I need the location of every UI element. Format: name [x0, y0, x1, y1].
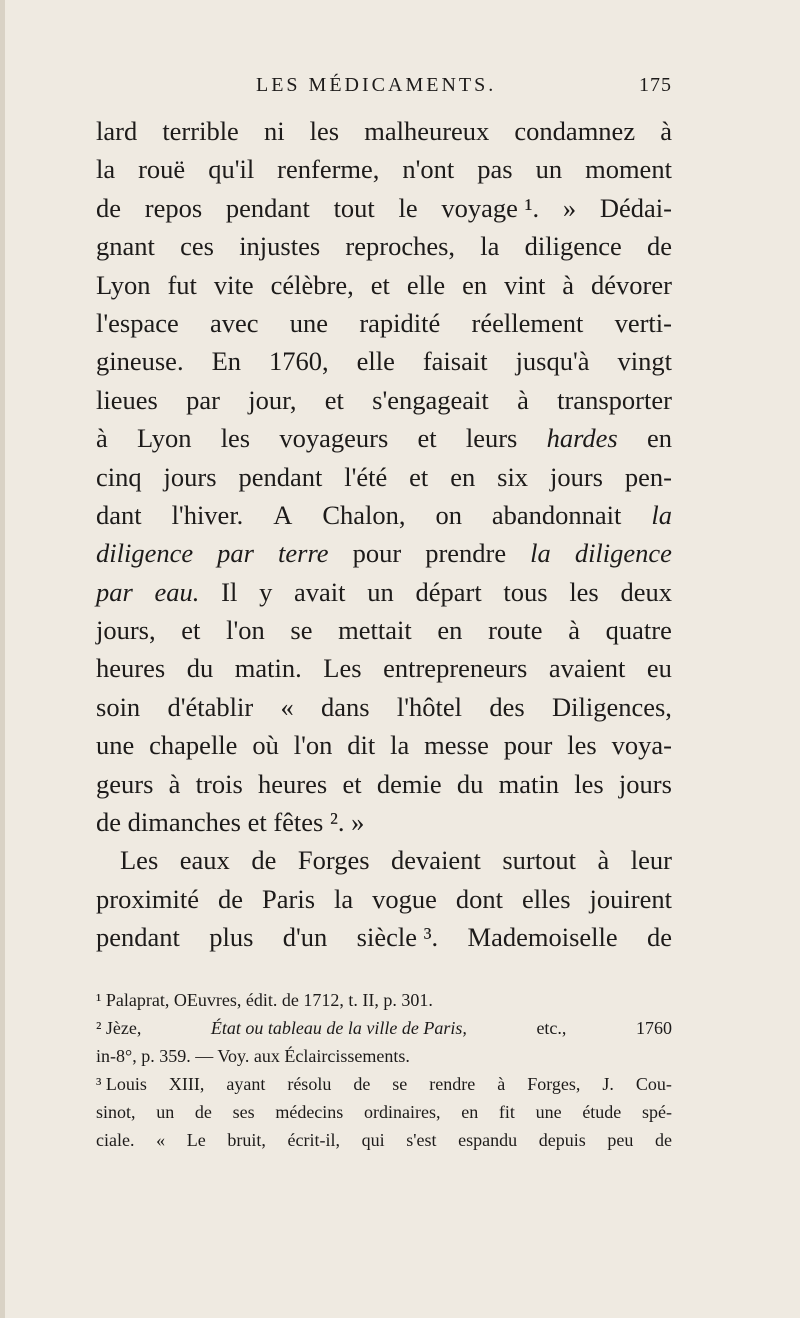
body-word: avec [210, 307, 259, 338]
body-line [96, 112, 672, 150]
body-word: y [259, 576, 273, 607]
body-line [96, 304, 672, 342]
body-word: eaux [179, 845, 230, 876]
footnote-word: peu [607, 1130, 634, 1150]
footnote-line [96, 1070, 672, 1098]
body-line [96, 381, 672, 419]
body-word: et [417, 423, 437, 454]
footnote-word: 1760 [635, 1018, 672, 1038]
footnote-word: qui [361, 1130, 385, 1150]
body-word: route [488, 615, 543, 646]
body-word: l'hôtel [396, 691, 463, 722]
body-word: célèbre, [270, 269, 354, 300]
footnote-word: se [392, 1074, 408, 1094]
body-word: un [367, 576, 394, 607]
body-word: en [437, 615, 463, 646]
body-word: Mademoiselle [467, 922, 618, 953]
body-word: jours [163, 461, 217, 492]
footnote-line [96, 1042, 672, 1070]
footnote-word: fit [498, 1102, 515, 1122]
body-word: verti- [614, 307, 672, 338]
body-word: à [660, 116, 672, 146]
footnote-word: médecins [275, 1102, 344, 1122]
body-word: jours [549, 461, 603, 492]
footnote-word: ordinaires, [364, 1102, 441, 1122]
body-word: un [535, 154, 563, 185]
body-word: Forges [297, 845, 370, 876]
body-word: lard [96, 116, 138, 146]
body-word: et [181, 615, 201, 646]
body-word: et [342, 768, 362, 799]
body-word: les [569, 576, 599, 607]
body-word: d'un [282, 922, 328, 953]
body-word: s'engageait [372, 384, 489, 415]
body-word: l'hiver. [171, 499, 244, 530]
body-word: trois [195, 768, 243, 799]
footnote-word: depuis [538, 1130, 586, 1150]
body-line [96, 688, 672, 726]
body-word: avaient [548, 653, 626, 684]
body-word: la [530, 538, 551, 569]
body-word: A [273, 499, 293, 530]
body-word: n'ont [402, 154, 455, 185]
body-word: jour, [248, 384, 297, 415]
body-word: elle [406, 269, 446, 300]
body-word: réellement [471, 307, 584, 338]
footnote-word: ciale. [96, 1130, 135, 1150]
body-word: vingt [617, 346, 672, 377]
body-line [96, 649, 672, 687]
body-word: transporter [557, 384, 672, 415]
footnote-word: résolu [287, 1074, 332, 1094]
body-word: dit [347, 730, 376, 761]
body-word: de [218, 883, 244, 914]
body-word: siècle ³. [356, 922, 439, 953]
footnote-word: à [497, 1074, 506, 1094]
body-word: ni [263, 116, 285, 146]
body-line [96, 342, 672, 380]
body-word: on [435, 499, 462, 530]
footnote-word: écrit-il, [287, 1130, 340, 1150]
body-word: « [280, 691, 294, 722]
body-word: abandonnait [491, 499, 622, 530]
body-word: diligence [524, 231, 622, 262]
footnote-word: ¹ Palaprat, OEuvres, édit. de 1712, t. II, p. 301. [96, 990, 433, 1010]
footnote-word: ayant [226, 1074, 266, 1094]
body-word: diligence [574, 538, 672, 569]
body-word: les [574, 768, 604, 799]
body-word: de [646, 922, 672, 953]
body-word: par [217, 538, 254, 569]
body-word: reproches, [345, 231, 456, 262]
body-word: par [96, 576, 133, 607]
body-word: pour [352, 538, 402, 569]
body-word: renferme, [277, 154, 380, 185]
body-word: de [251, 845, 277, 876]
body-word: Il [221, 576, 238, 607]
body-line [96, 880, 672, 918]
body-word: condamnez [514, 116, 636, 146]
body-word: six [497, 461, 529, 492]
footnote-word: sinot, [96, 1102, 136, 1122]
body-word: Chalon, [322, 499, 406, 530]
body-word: en [646, 423, 672, 454]
body-line [96, 573, 672, 611]
body-word: du [456, 768, 484, 799]
body-word: rapidité [359, 307, 441, 338]
body-word: plus [209, 922, 254, 953]
page-number: 175 [639, 74, 672, 96]
footnote-word: de [194, 1102, 212, 1122]
body-word: jouirent [589, 883, 672, 914]
body-word: diligence [96, 538, 194, 569]
body-word: vint [504, 269, 546, 300]
body-line [96, 419, 672, 457]
body-line [96, 189, 672, 227]
body-word: elles [521, 883, 571, 914]
body-word: de dimanches et fêtes ². » [96, 807, 365, 838]
body-word: par [186, 384, 220, 415]
body-word: jours [618, 768, 672, 799]
body-word: fut [167, 269, 197, 300]
body-word: pour [503, 730, 553, 761]
footnote-word: ³ Louis [96, 1074, 147, 1094]
body-word: jours, [96, 615, 156, 646]
body-line [96, 765, 672, 803]
body-word: geurs [96, 768, 154, 799]
footnote-word: Le [186, 1130, 206, 1150]
body-word: le [398, 192, 418, 223]
body-line [96, 803, 672, 841]
body-word: voyageurs [279, 423, 389, 454]
body-line [96, 918, 672, 956]
body-word: eu [646, 653, 672, 684]
footnote-word: étude [582, 1102, 622, 1122]
footnote-word: XIII, [168, 1074, 205, 1094]
body-word: ces [180, 231, 214, 262]
footnote-word: bruit, [227, 1130, 266, 1150]
body-word: à [517, 384, 529, 415]
body-word: soin [96, 691, 141, 722]
body-word: devaient [391, 845, 481, 876]
body-word: la [334, 883, 354, 914]
body-word: se [290, 615, 313, 646]
body-word: une [96, 730, 135, 761]
body-word: gineuse. [96, 346, 184, 377]
footnote-line [96, 986, 672, 1014]
body-word: proximité [96, 883, 200, 914]
body-word: rouë [138, 154, 186, 185]
body-line [96, 227, 672, 265]
body-word: les [309, 116, 340, 146]
body-word: à [562, 269, 575, 300]
body-word: Paris [262, 883, 316, 914]
body-word: leurs [465, 423, 518, 454]
body-line [96, 150, 672, 188]
body-word: voyage ¹. [441, 192, 540, 223]
body-word: la [390, 730, 410, 761]
footnote-line [96, 1098, 672, 1126]
body-word: injustes [239, 231, 321, 262]
footnote-word: ² Jèze, [96, 1018, 142, 1038]
body-word: dans [321, 691, 370, 722]
body-word: chapelle [149, 730, 238, 761]
body-word: pas [477, 154, 513, 185]
body-word: et [409, 461, 429, 492]
body-word: cinq [96, 461, 142, 492]
body-word: pendant [225, 192, 310, 223]
body-word: d'établir [167, 691, 254, 722]
footnote-word: Cou- [635, 1074, 672, 1094]
footnote-word: Forges, [527, 1074, 581, 1094]
body-word: deux [620, 576, 672, 607]
body-word: entrepreneurs [383, 653, 528, 684]
body-word: » [562, 192, 577, 223]
body-word: à [168, 768, 181, 799]
page-edge [0, 0, 5, 1318]
footnote-line [96, 1014, 672, 1042]
body-word: 1760, [268, 346, 329, 377]
body-word: et [370, 269, 390, 300]
body-word: pen- [624, 461, 672, 492]
body-word: une [289, 307, 329, 338]
body-word: Lyon [96, 269, 151, 300]
body-word: prendre [425, 538, 507, 569]
footnote-word: in-8°, p. 359. — Voy. aux Éclaircissements. [96, 1046, 410, 1066]
body-word: quatre [605, 615, 672, 646]
body-word: la [480, 231, 500, 262]
footnote-word: etc., [536, 1018, 567, 1038]
body-word: leur [630, 845, 672, 876]
body-word: faisait [422, 346, 488, 377]
body-word: voya- [611, 730, 672, 761]
body-word: à [568, 615, 580, 646]
body-word: vogue [372, 883, 437, 914]
body-line [96, 611, 672, 649]
footnote-word: une [535, 1102, 562, 1122]
body-word: tous [503, 576, 548, 607]
body-word: mettait [338, 615, 412, 646]
footnote-word: en [461, 1102, 479, 1122]
body-word: où [252, 730, 279, 761]
body-word: à [597, 845, 610, 876]
body-line [96, 458, 672, 496]
body-word: terrible [162, 116, 239, 146]
body-line [96, 841, 672, 879]
body-word: dévorer [591, 269, 672, 300]
running-title: LES MÉDICAMENTS. [256, 74, 497, 96]
body-word: à [96, 423, 108, 454]
footnote-word: spé- [642, 1102, 672, 1122]
body-word: les [220, 423, 251, 454]
body-text [96, 112, 672, 957]
body-word: de [646, 231, 672, 262]
body-word: Dédai- [599, 192, 672, 223]
body-word: la [96, 154, 116, 185]
body-word: des [489, 691, 525, 722]
body-word: jusqu'à [515, 346, 590, 377]
footnote-word: un [156, 1102, 175, 1122]
body-word: qu'il [208, 154, 255, 185]
footnotes [96, 986, 672, 1154]
body-word: Les [120, 845, 159, 876]
body-word: En [211, 346, 241, 377]
body-word: heures [96, 653, 166, 684]
body-word: vite [213, 269, 254, 300]
running-header [96, 74, 672, 104]
body-word: hardes [546, 423, 618, 454]
footnote-word: de [353, 1074, 371, 1094]
body-word: dont [455, 883, 503, 914]
body-word: la [651, 499, 672, 530]
body-word: malheureux [364, 116, 490, 146]
body-word: repos [144, 192, 203, 223]
body-word: les [567, 730, 597, 761]
footnote-word: État ou tableau de la ville de Paris, [210, 1018, 467, 1038]
body-word: tout [333, 192, 375, 223]
body-word: lieues [96, 384, 158, 415]
body-word: demie [376, 768, 442, 799]
body-word: moment [585, 154, 672, 185]
body-word: messe [424, 730, 489, 761]
body-line [96, 266, 672, 304]
body-word: l'on [226, 615, 265, 646]
body-word: en [462, 269, 488, 300]
body-word: Les [323, 653, 362, 684]
body-word: pendant [238, 461, 323, 492]
body-word: eau. [154, 576, 200, 607]
body-line [96, 496, 672, 534]
body-word: dant [96, 499, 142, 530]
body-word: l'espace [96, 307, 179, 338]
footnote-word: s'est [406, 1130, 437, 1150]
body-word: surtout [502, 845, 576, 876]
body-word: pendant [96, 922, 180, 953]
footnote-word: J. [602, 1074, 614, 1094]
footnote-word: espandu [458, 1130, 518, 1150]
body-word: Diligences, [551, 691, 672, 722]
footnote-word: de [654, 1130, 672, 1150]
body-word: en [450, 461, 476, 492]
body-line [96, 726, 672, 764]
footnote-word: rendre [429, 1074, 476, 1094]
body-word: avait [294, 576, 346, 607]
footnote-line [96, 1126, 672, 1154]
body-word: heures [258, 768, 328, 799]
footnote-word: ses [232, 1102, 255, 1122]
body-word: départ [415, 576, 482, 607]
body-word: terre [278, 538, 329, 569]
body-word: gnant [96, 231, 155, 262]
body-word: l'été [344, 461, 388, 492]
body-word: Lyon [136, 423, 192, 454]
body-word: l'on [293, 730, 333, 761]
body-word: matin. [234, 653, 302, 684]
body-word: du [186, 653, 214, 684]
footnote-word: « [156, 1130, 166, 1150]
body-line [96, 534, 672, 572]
body-word: matin [498, 768, 559, 799]
body-word: et [324, 384, 344, 415]
body-word: elle [356, 346, 395, 377]
body-word: de [96, 192, 122, 223]
